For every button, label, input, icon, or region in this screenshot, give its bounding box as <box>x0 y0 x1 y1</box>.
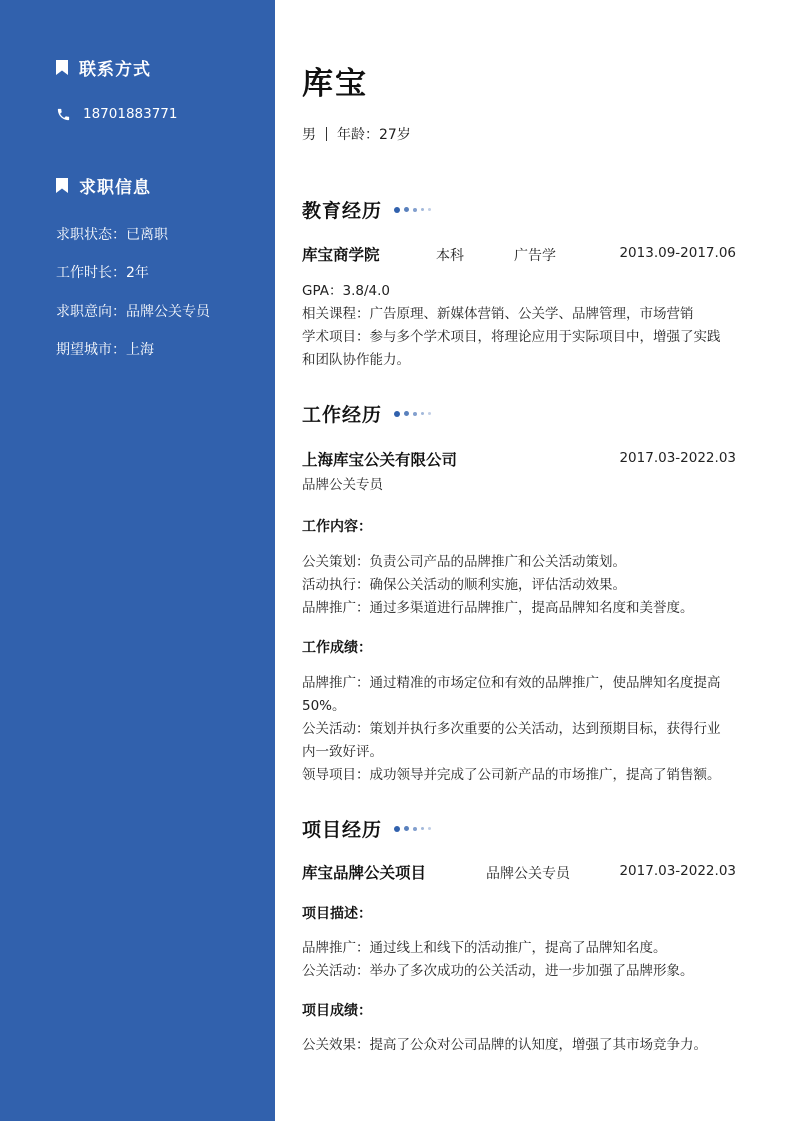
work-content-heading: 工作内容： <box>302 519 372 535</box>
work-title <box>302 400 435 427</box>
job-status: 求职状态：已离职 <box>56 227 168 243</box>
contact-heading <box>56 55 151 80</box>
education-title-label: 教育经历 <box>302 200 383 222</box>
project-desc-line: 公关活动：举办了多次成功的公关活动，进一步加强了品牌形象。 <box>302 963 694 979</box>
work-result-line: 公关活动：策划并执行多次重要的公关活动，达到预期目标，获得行业 <box>302 721 721 737</box>
candidate-name: 库宝 <box>302 66 368 102</box>
gender: 男 <box>302 127 316 143</box>
degree: 本科 <box>436 248 464 264</box>
divider <box>326 127 327 141</box>
project-desc <box>302 937 736 983</box>
academic-projects-cont: 和团队协作能力。 <box>302 352 410 368</box>
project-name: 库宝品牌公关项目 <box>302 864 427 882</box>
project-period: 2017.03-2022.03 <box>619 863 736 879</box>
bookmark-icon <box>56 178 68 193</box>
work-result-line: 50%。 <box>302 698 346 714</box>
project-title-label: 项目经历 <box>302 819 383 841</box>
contact-heading-label: 联系方式 <box>79 60 151 80</box>
project-row <box>302 861 736 883</box>
phone-number[interactable]: 18701883771 <box>83 106 178 122</box>
job-heading-label: 求职信息 <box>79 178 151 198</box>
work-content-line: 活动执行：确保公关活动的顺利实施，评估活动效果。 <box>302 577 626 593</box>
education-row <box>302 243 736 265</box>
dots-decoration <box>394 207 435 213</box>
project-result-heading: 项目成绩： <box>302 1003 372 1019</box>
project-title <box>302 815 435 842</box>
courses: 相关课程：广告原理、新媒体营销、公关学、品牌管理，市场营销 <box>302 306 694 322</box>
work-results <box>302 672 736 787</box>
school-name: 库宝商学院 <box>302 246 380 264</box>
work-row <box>302 448 736 470</box>
education-title <box>302 196 435 223</box>
phone-row <box>56 106 177 122</box>
work-content <box>302 551 736 620</box>
job-heading <box>56 173 151 198</box>
work-content-line: 公关策划：负责公司产品的品牌推广和公关活动策划。 <box>302 554 626 570</box>
dots-decoration <box>394 411 435 417</box>
sidebar <box>0 0 275 1121</box>
major: 广告学 <box>514 248 556 264</box>
work-content-line: 品牌推广：通过多渠道进行品牌推广，提高品牌知名度和美誉度。 <box>302 600 694 616</box>
project-result-line: 公关效果：提高了公众对公司品牌的认知度，增强了其市场竞争力。 <box>302 1037 707 1053</box>
work-period: 2017.03-2022.03 <box>619 450 736 466</box>
project-results <box>302 1034 736 1057</box>
phone-icon <box>56 107 71 122</box>
project-desc-heading: 项目描述： <box>302 906 372 922</box>
dots-decoration <box>394 826 435 832</box>
work-result-line: 领导项目：成功领导并完成了公司新产品的市场推广，提高了销售额。 <box>302 767 721 783</box>
job-intention: 求职意向：品牌公关专员 <box>56 304 210 320</box>
education-details <box>302 280 736 372</box>
work-result-heading: 工作成绩： <box>302 640 372 656</box>
academic-projects: 学术项目：参与多个学术项目，将理论应用于实际项目中，增强了实践 <box>302 329 721 345</box>
work-duration: 工作时长：2年 <box>56 265 149 281</box>
education-period: 2013.09-2017.06 <box>619 245 736 261</box>
project-desc-line: 品牌推广：通过线上和线下的活动推广，提高了品牌知名度。 <box>302 940 667 956</box>
work-result-line: 品牌推广：通过精准的市场定位和有效的品牌推广，使品牌知名度提高 <box>302 675 721 691</box>
desired-city: 期望城市：上海 <box>56 342 154 358</box>
company-name: 上海库宝公关有限公司 <box>302 451 458 469</box>
work-title-label: 工作经历 <box>302 404 383 426</box>
work-position: 品牌公关专员 <box>302 477 383 493</box>
basic-info <box>302 124 411 144</box>
bookmark-icon <box>56 60 68 75</box>
gpa: GPA：3.8/4.0 <box>302 283 390 299</box>
age: 年龄：27岁 <box>337 127 411 143</box>
project-role: 品牌公关专员 <box>486 866 570 882</box>
work-result-line: 内一致好评。 <box>302 744 383 760</box>
